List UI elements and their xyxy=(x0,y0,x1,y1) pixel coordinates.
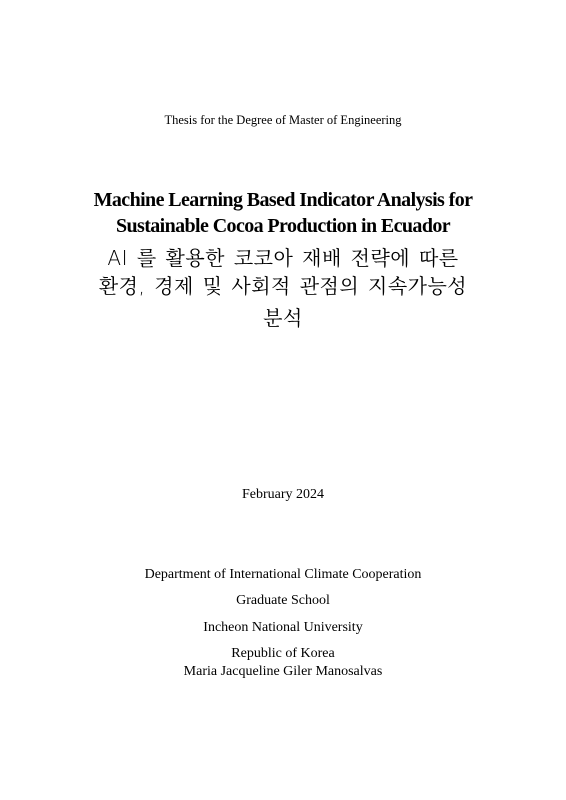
korean-title-line-3: 분석 xyxy=(263,306,303,330)
degree-line: Thesis for the Degree of Master of Engineering xyxy=(164,113,402,127)
english-title-line-2: Sustainable Cocoa Production in Ecuador xyxy=(115,215,451,237)
school-name: Graduate School xyxy=(236,593,330,608)
department-name: Department of International Climate Cooperation xyxy=(144,567,422,582)
country-name: Republic of Korea xyxy=(231,646,335,661)
korean-title-line-2: 환경, 경제 및 사회적 관점의 지속가능성 xyxy=(98,274,468,298)
submission-date: February 2024 xyxy=(241,487,325,502)
university-name: Incheon National University xyxy=(203,620,363,635)
english-title-line-1: Machine Learning Based Indicator Analysis for xyxy=(93,189,473,211)
author-name: Maria Jacqueline Giler Manosalvas xyxy=(183,664,383,679)
korean-title-line-1: AI 를 활용한 코코아 재배 전략에 따른 xyxy=(107,246,459,270)
